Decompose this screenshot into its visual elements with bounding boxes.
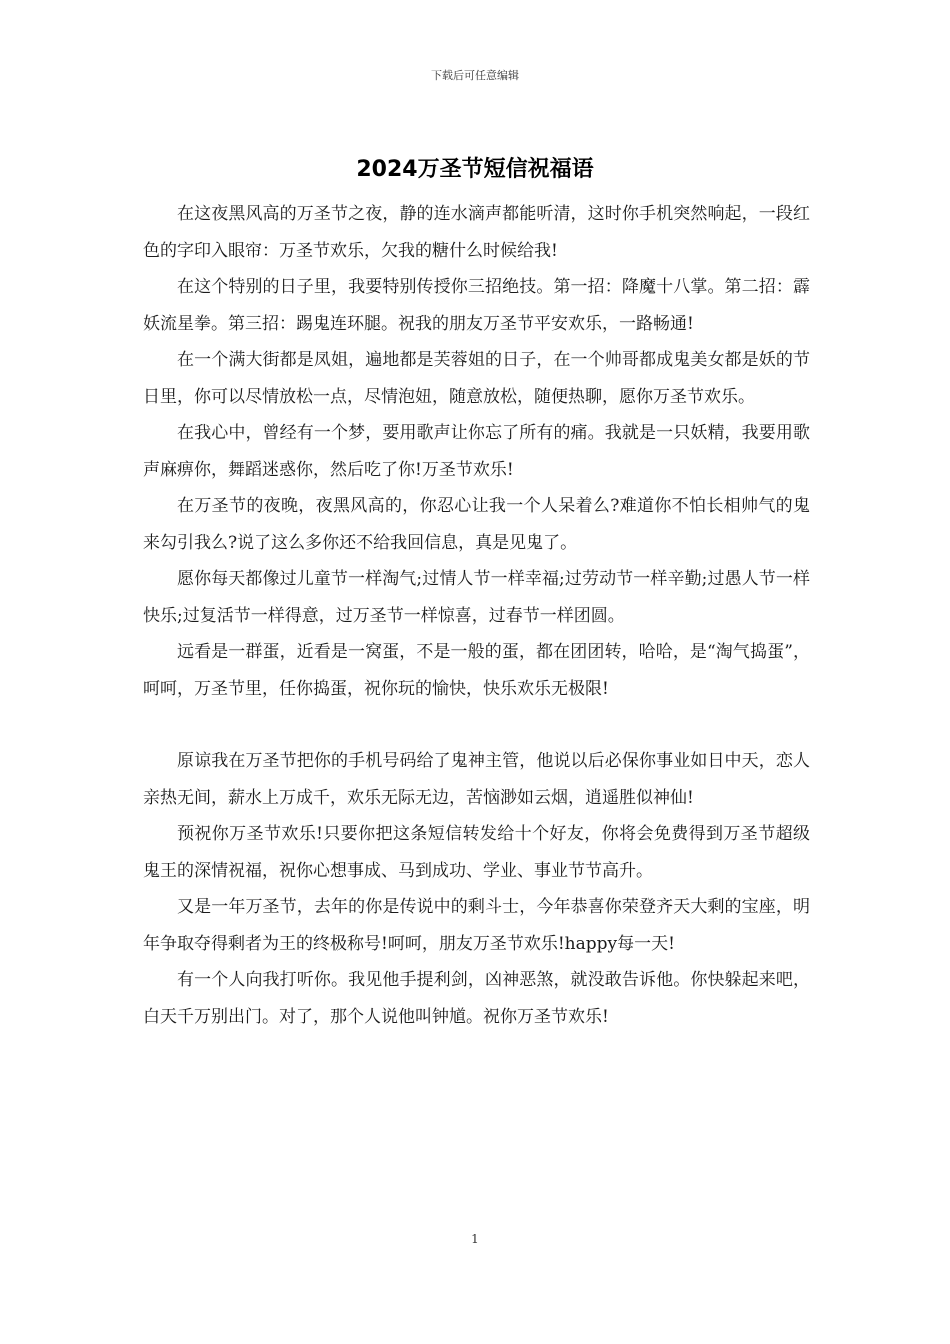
document-body	[143, 196, 810, 1035]
paragraph: 又是一年万圣节，去年的你是传说中的剩斗士，今年恭喜你荣登齐天大剩的宝座，明年争取夺得剩者为王的终极称号!呵呵，朋友万圣节欢乐!happy每一天!	[143, 897, 810, 954]
paragraph: 原谅我在万圣节把你的手机号码给了鬼神主管，他说以后必保你事业如日中天，恋人亲热无间，薪水上万成千，欢乐无际无边，苦恼渺如云烟，逍遥胜似神仙!	[143, 751, 810, 808]
paragraph: 在我心中，曾经有一个梦，要用歌声让你忘了所有的痛。我就是一只妖精，我要用歌声麻痹你，舞蹈迷惑你，然后吃了你!万圣节欢乐!	[143, 423, 810, 480]
document-title: 2024万圣节短信祝福语	[356, 157, 594, 182]
paragraph: 在一个满大街都是凤姐，遍地都是芙蓉姐的日子，在一个帅哥都成鬼美女都是妖的节日里，你可以尽情放松一点，尽情泡妞，随意放松，随便热聊，愿你万圣节欢乐。	[143, 350, 810, 407]
paragraph: 有一个人向我打听你。我见他手提利剑，凶神恶煞，就没敢告诉他。你快躲起来吧，白天千万别出门。对了，那个人说他叫钟馗。祝你万圣节欢乐!	[143, 970, 810, 1027]
paragraph: 在这夜黑风高的万圣节之夜，静的连水滴声都能听清，这时你手机突然响起，一段红色的字印入眼帘：万圣节欢乐，欠我的糖什么时候给我!	[143, 204, 810, 261]
paragraph: 在万圣节的夜晚，夜黑风高的，你忍心让我一个人呆着么?难道你不怕长相帅气的鬼来勾引我么?说了这么多你还不给我回信息，真是见鬼了。	[143, 496, 810, 553]
header-note: 下载后可任意编辑	[431, 69, 519, 82]
paragraph: 在这个特别的日子里，我要特别传授你三招绝技。第一招：降魔十八掌。第二招：霹妖流星拳。第三招：踢鬼连环腿。祝我的朋友万圣节平安欢乐，一路畅通!	[143, 277, 810, 334]
page-number: 1	[471, 1232, 479, 1246]
paragraph: 远看是一群蛋，近看是一窝蛋，不是一般的蛋，都在团团转，哈哈，是“淘气捣蛋”，呵呵，万圣节里，任你捣蛋，祝你玩的愉快，快乐欢乐无极限!	[143, 642, 810, 699]
paragraph: 愿你每天都像过儿童节一样淘气;过情人节一样幸福;过劳动节一样辛勤;过愚人节一样快乐;过复活节一样得意，过万圣节一样惊喜，过春节一样团圆。	[143, 569, 810, 626]
paragraph: 预祝你万圣节欢乐!只要你把这条短信转发给十个好友，你将会免费得到万圣节超级鬼王的深情祝福，祝你心想事成、马到成功、学业、事业节节高升。	[143, 824, 810, 881]
